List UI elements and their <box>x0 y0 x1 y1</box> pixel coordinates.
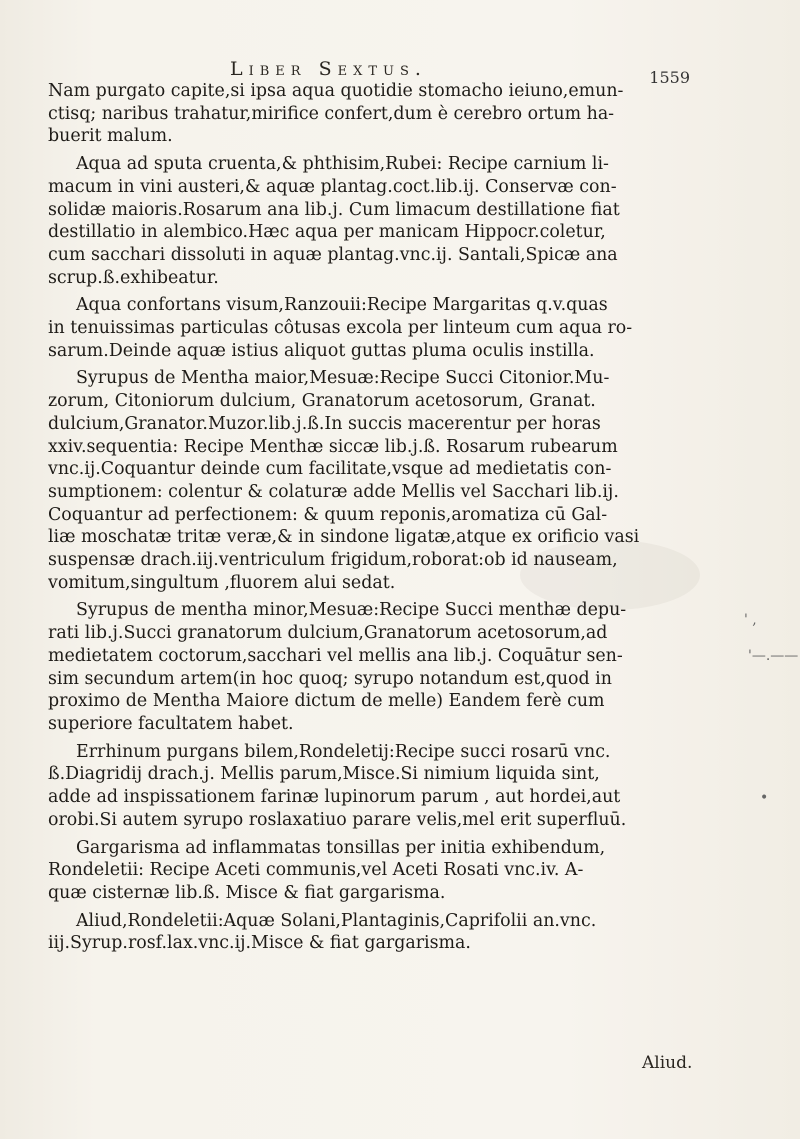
text-line: Syrupus de Mentha maior,Mesuæ:Recipe Succi Citonior.Mu- <box>76 368 610 389</box>
paragraph <box>48 741 693 832</box>
body-text <box>48 80 693 960</box>
text-line: Gargarisma ad inflammatas tonsillas per initia exhibendum, <box>76 837 606 858</box>
text-line: cum sacchari dissoluti in aquæ plantag.vnc.ij. Santali,Spicæ ana <box>48 244 618 265</box>
page-number: 1559 <box>649 68 690 87</box>
text-line: rati lib.j.Succi granatorum dulcium,Granatorum acetosorum,ad <box>48 623 608 644</box>
text-line: Aqua confortans visum,Ranzouii:Recipe Margaritas q.v.quas <box>76 295 608 316</box>
text-line: sumptionem: colentur & colaturæ adde Mellis vel Sacchari lib.ij. <box>48 481 619 502</box>
paragraph <box>48 80 693 148</box>
text-line: buerit malum. <box>48 126 173 147</box>
text-line: Coquantur ad perfectionem: & quum reponis,aromatiza cū Gal- <box>48 504 608 525</box>
text-line: macum in vini austeri,& aquæ plantag.coct.lib.ij. Conservæ con- <box>48 176 617 197</box>
text-line: Errhinum purgans bilem,Rondeletij:Recipe succi rosarū vnc. <box>76 741 611 762</box>
running-title: Liber Sextus. <box>230 58 427 80</box>
text-line: iij.Syrup.rosf.lax.vnc.ij.Misce & fiat gargarisma. <box>48 933 471 954</box>
paragraph <box>48 599 693 735</box>
paragraph <box>48 294 693 362</box>
text-line: quæ cisternæ lib.ß. Misce & fiat gargarisma. <box>48 882 446 903</box>
text-line: Aqua ad sputa cruenta,& phthisim,Rubei: Recipe carnium li- <box>76 154 609 175</box>
text-line: medietatem coctorum,sacchari vel mellis ana lib.j. Coquātur sen- <box>48 645 623 666</box>
text-line: vomitum,singultum ,fluorem alui sedat. <box>48 572 396 593</box>
text-line: vnc.ij.Coquantur deinde cum facilitate,vsque ad medietatis con- <box>48 459 612 480</box>
page-header <box>230 58 690 87</box>
text-line: sim secundum artem(in hoc quoq; syrupo notandum est,quod in <box>48 668 612 689</box>
paragraph <box>48 910 693 955</box>
margin-mark: ' , <box>744 612 757 628</box>
paragraph <box>48 367 693 594</box>
text-line: orobi.Si autem syrupo roslaxatiuo parare velis,mel erit superfluū. <box>48 809 627 830</box>
text-line: sarum.Deinde aquæ istius aliquot guttas pluma oculis instilla. <box>48 340 595 361</box>
text-line: adde ad inspissationem farinæ lupinorum parum , aut hordei,aut <box>48 787 621 808</box>
text-line: dulcium,Granator.Muzor.lib.j.ß.In succis macerentur per horas <box>48 413 601 434</box>
margin-mark: '—.—— <box>748 648 799 664</box>
text-line: Syrupus de mentha minor,Mesuæ:Recipe Succi menthæ depu- <box>76 600 627 621</box>
text-line: Nam purgato capite,si ipsa aqua quotidie stomacho ieiuno,emun- <box>48 81 624 101</box>
text-line: suspensæ drach.iij.ventriculum frigidum,roborat:ob id nauseam, <box>48 550 618 571</box>
text-line: solidæ maioris.Rosarum ana lib.j. Cum limacum destillatione fiat <box>48 199 620 220</box>
text-line: liæ moschatæ tritæ veræ,& in sindone ligatæ,atque ex orificio vasi <box>48 527 640 548</box>
text-line: xxiv.sequentia: Recipe Menthæ siccæ lib.j.ß. Rosarum rubearum <box>48 436 618 457</box>
catchword: Aliud. <box>642 1053 693 1073</box>
text-line: scrup.ß.exhibeatur. <box>48 267 219 288</box>
text-line: destillatio in alembico.Hæc aqua per manicam Hippocr.coletur, <box>48 222 606 243</box>
text-line: in tenuissimas particulas côtusas excola per linteum cum aqua ro- <box>48 318 633 339</box>
paragraph <box>48 837 693 905</box>
text-line: ctisq; naribus trahatur,mirifice confert,dum è cerebro ortum ha- <box>48 103 615 124</box>
text-line: zorum, Citoniorum dulcium, Granatorum acetosorum, Granat. <box>48 391 596 412</box>
margin-mark: • <box>760 790 769 806</box>
text-line: Rondeletii: Recipe Aceti communis,vel Aceti Rosati vnc.iv. A- <box>48 860 584 881</box>
text-line: proximo de Mentha Maiore dictum de melle) Eandem ferè cum <box>48 691 605 712</box>
text-line: Aliud,Rondeletii:Aquæ Solani,Plantaginis,Caprifolii an.vnc. <box>76 910 597 931</box>
text-line: superiore facultatem habet. <box>48 713 294 734</box>
paragraph <box>48 153 693 289</box>
text-line: ß.Diagridij drach.j. Mellis parum,Misce.Si nimium liquida sint, <box>48 764 600 785</box>
